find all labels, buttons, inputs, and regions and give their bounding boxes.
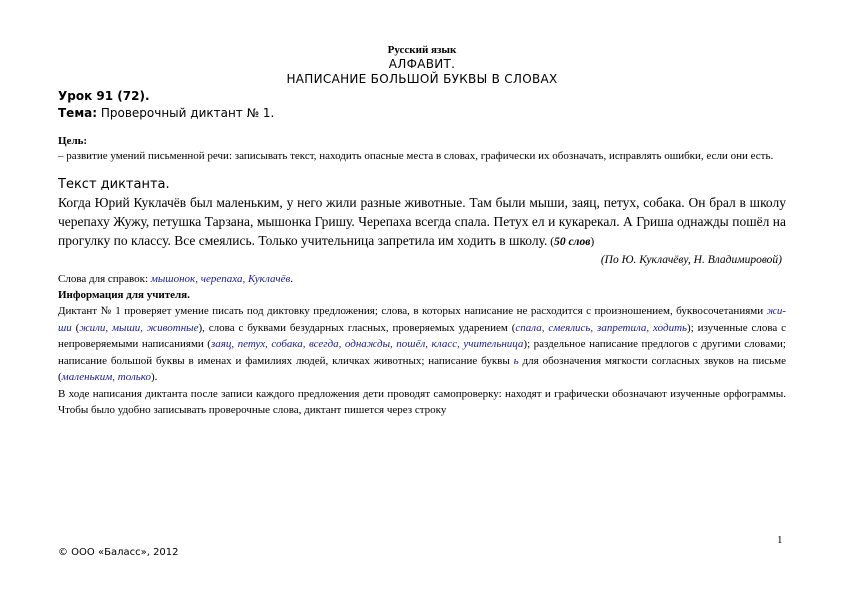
page-number: 1: [777, 534, 783, 546]
teacher-info-paragraph-2: В ходе написания диктанта после записи каждого предложения дети проводят самопроверку: находят и графически обозначают изученные орфограммы. Чтобы было удобно записывать проверочные слова, диктант пишется через строку: [58, 387, 786, 416]
reference-list: мышонок, черепаха, Куклачёв: [150, 273, 291, 285]
page-title-line2: НАПИСАНИЕ БОЛЬШОЙ БУКВЫ В СЛОВАХ: [286, 72, 558, 86]
lesson-topic: [58, 105, 786, 122]
dictation-body: Когда Юрий Куклачёв был маленьким, у него жили разные животные. Там были мыши, заяц, петух, собака. Он брал в школу черепаху Жужу, петушка Тарзана, мышонка Гришу. Черепаха всегда спала. Петух ел и кукарекал. А Гриша однажды пошёл на прогулку по классу. Все смеялись. Только учительница запретила им ходить в школу.: [58, 195, 786, 248]
dictation-author: (По Ю. Куклачёву, Н. Владимировой): [600, 254, 782, 266]
goal-heading: Цель:: [58, 135, 88, 147]
copyright-footer: © ООО «Баласс», 2012: [58, 547, 179, 558]
reference-label: Слова для справок:: [58, 273, 151, 285]
teacher-info-paragraph-1: Диктант № 1 проверяет умение писать под диктовку предложения; слова, в которых написание не расходится с произношением, буквосочетаниями жи-ши (жили, мыши, животные), слова с буквами безударных гласных, проверяемых ударением (спала, смеялись, запретила, ходить); изученные слова с непроверяемыми написаниями (заяц, петух, собака, всегда, однажды, пошёл, класс, учительница); раздельное написание предлогов с другими словами; написание большой буквы в именах и фамилиях людей, кличках животных; написание буквы ь для обозначения мягкости согласных звуков на письме (маленьким, только).: [58, 305, 787, 383]
reference-words: Слова для справок: мышонок, черепаха, Куклачёв.: [58, 273, 293, 285]
page-title-line1: АЛФАВИТ.: [388, 57, 456, 71]
lesson-number: Урок 91 (72).: [58, 89, 150, 103]
topic-label: Тема:: [58, 106, 98, 120]
subject-title: Русский язык: [387, 44, 457, 56]
teacher-info-heading: Информация для учителя.: [58, 289, 190, 301]
dictation-heading: Текст диктанта.: [58, 177, 170, 192]
dictation-text: [58, 193, 786, 252]
word-count: (50 слов): [547, 236, 595, 248]
goal-text: – развитие умений письменной речи: записывать текст, находить опасные места в словах, графически их обозначать, исправлять ошибки, если они есть.: [58, 150, 774, 162]
document-page: [58, 44, 786, 419]
topic-value: Проверочный диктант № 1.: [97, 106, 275, 120]
